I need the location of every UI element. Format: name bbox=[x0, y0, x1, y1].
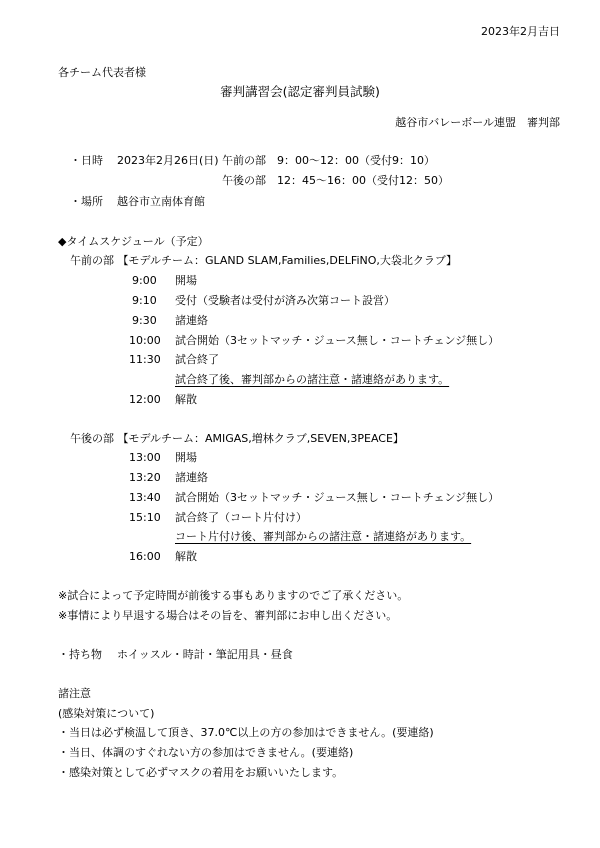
afternoon-time-1: 13:00 bbox=[129, 451, 161, 464]
timetable-heading: ◆タイムスケジュール（予定） bbox=[58, 235, 209, 248]
morning-item-2: 受付（受験者は受付が済み次第コート設営） bbox=[175, 294, 395, 307]
afternoon-item-3: 試合開始（3セットマッチ・ジュース無し・コートチェンジ無し） bbox=[175, 491, 500, 504]
morning-time-5: 11:30 bbox=[129, 353, 161, 366]
afternoon-item-2: 諸連絡 bbox=[175, 471, 208, 484]
issue-date: 2023年2月吉日 bbox=[481, 25, 560, 38]
afternoon-time-3: 13:40 bbox=[129, 491, 161, 504]
morning-item-5: 試合終了 bbox=[175, 353, 219, 366]
afternoon-item-1: 開場 bbox=[175, 451, 197, 464]
afternoon-item-5: 解散 bbox=[175, 550, 197, 563]
document-title: 審判講習会(認定審判員試験) bbox=[220, 84, 380, 99]
morning-time-3: 9:30 bbox=[132, 314, 157, 327]
morning-header: 午前の部 【モデルチーム：GLAND SLAM,Families,DELFiNO,大袋北クラブ】 bbox=[70, 254, 458, 267]
morning-session-time: 午前の部 9：00～12：00（受付9：10） bbox=[222, 154, 435, 167]
belongings-label: ・持ち物 bbox=[58, 648, 102, 661]
addressee: 各チーム代表者様 bbox=[58, 66, 146, 79]
morning-item-1: 開場 bbox=[175, 274, 197, 287]
remark-1: ※試合によって予定時間が前後する事もありますのでご了承ください。 bbox=[58, 589, 409, 602]
afternoon-session-time: 午後の部 12：45～16：00（受付12：50） bbox=[222, 174, 449, 187]
morning-item-6: 解散 bbox=[175, 393, 197, 406]
morning-time-4: 10:00 bbox=[129, 334, 161, 347]
notes-heading: 諸注意 bbox=[58, 687, 91, 700]
event-date: 2023年2月26日(日) bbox=[117, 154, 219, 167]
morning-time-1: 9:00 bbox=[132, 274, 157, 287]
notes-subheading: (感染対策について) bbox=[58, 707, 155, 720]
afternoon-time-2: 13:20 bbox=[129, 471, 161, 484]
place: 越谷市立南体育館 bbox=[117, 195, 205, 208]
datetime-label: ・日時 bbox=[70, 154, 103, 167]
afternoon-header: 午後の部 【モデルチーム：AMIGAS,増林クラブ,SEVEN,3PEACE】 bbox=[70, 432, 404, 445]
organizer: 越谷市バレーボール連盟 審判部 bbox=[395, 116, 560, 129]
morning-item-4: 試合開始（3セットマッチ・ジュース無し・コートチェンジ無し） bbox=[175, 334, 500, 347]
afternoon-time-5: 16:00 bbox=[129, 550, 161, 563]
remark-2: ※事情により早退する場合はその旨を、審判部にお申し出ください。 bbox=[58, 609, 398, 622]
morning-time-6: 12:00 bbox=[129, 393, 161, 406]
place-label: ・場所 bbox=[70, 195, 103, 208]
note-item-3: ・感染対策として必ずマスクの着用をお願いいたします。 bbox=[58, 766, 344, 779]
afternoon-time-4: 15:10 bbox=[129, 511, 161, 524]
morning-note: 試合終了後、審判部からの諸注意・諸連絡があります。 bbox=[175, 373, 450, 386]
afternoon-item-4: 試合終了（コート片付け） bbox=[175, 511, 307, 524]
note-item-2: ・当日、体調のすぐれない方の参加はできません。(要連絡) bbox=[58, 746, 354, 759]
afternoon-note: コート片付け後、審判部からの諸注意・諸連絡があります。 bbox=[175, 530, 472, 543]
morning-time-2: 9:10 bbox=[132, 294, 157, 307]
belongings-items: ホイッスル・時計・筆記用具・昼食 bbox=[117, 648, 293, 661]
morning-item-3: 諸連絡 bbox=[175, 314, 208, 327]
note-item-1: ・当日は必ず検温して頂き、37.0℃以上の方の参加はできません。(要連絡) bbox=[58, 726, 434, 739]
